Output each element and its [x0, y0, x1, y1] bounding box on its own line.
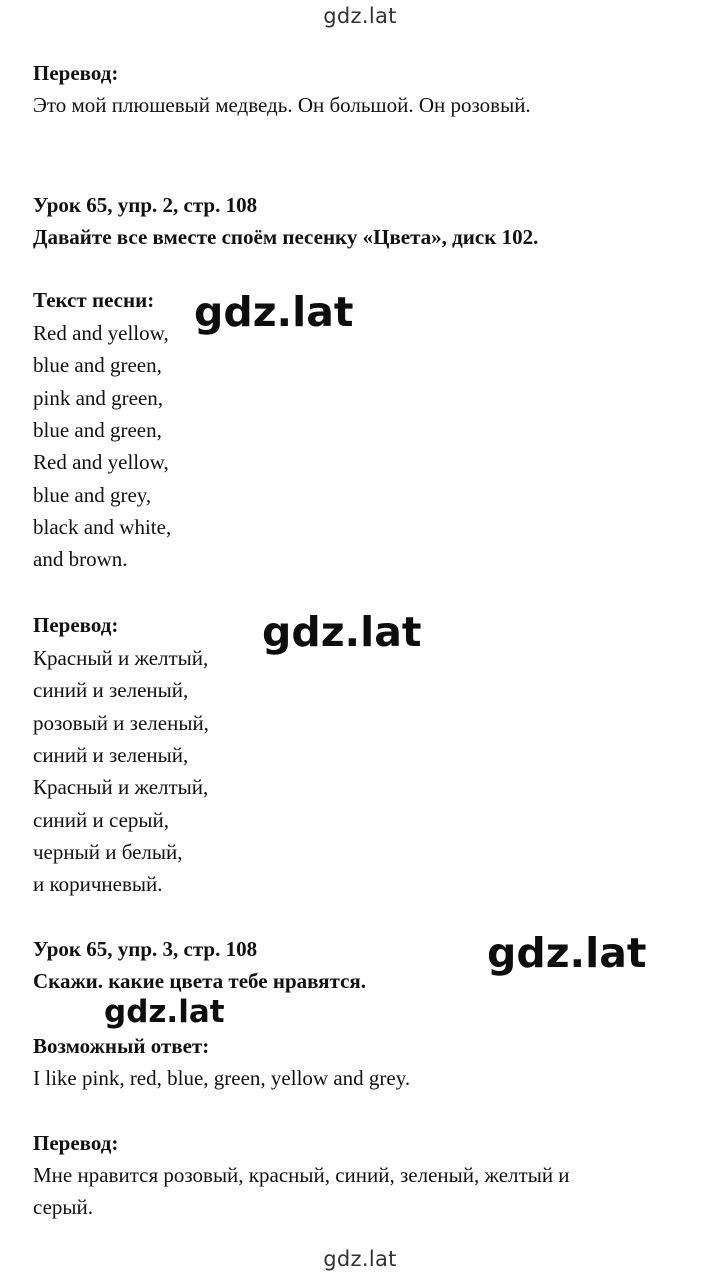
- lyrics-line: pink and green,: [33, 386, 164, 410]
- answer-text: I like pink, red, blue, green, yellow and grey.: [33, 1066, 411, 1090]
- lyrics-line: Red and yellow,: [33, 321, 169, 345]
- block1-text: Это мой плюшевый медведь. Он большой. Он розовый.: [33, 93, 531, 117]
- lyrics-line: blue and green,: [33, 353, 162, 377]
- lyrics-line: blue and green,: [33, 418, 162, 442]
- watermark-large-2: gdz.lat: [262, 608, 422, 656]
- watermark-top: gdz.lat: [323, 4, 397, 28]
- answer-heading: Возможный ответ:: [33, 1034, 210, 1058]
- watermark-large-1: gdz.lat: [194, 288, 354, 336]
- block2-title: Урок 65, упр. 2, стр. 108: [33, 193, 258, 217]
- block3-translation-heading: Перевод:: [33, 1131, 119, 1155]
- translation-line: розовый и зеленый,: [33, 711, 209, 735]
- block3-translation-line: Мне нравится розовый, красный, синий, зеленый, желтый и: [33, 1163, 570, 1187]
- translation-line: Красный и желтый,: [33, 775, 209, 799]
- watermark-bottom: gdz.lat: [323, 1247, 397, 1271]
- translation-line: черный и белый,: [33, 840, 183, 864]
- block3-task: Скажи. какие цвета тебе нравятся.: [33, 969, 367, 993]
- lyrics-line: Red and yellow,: [33, 450, 169, 474]
- translation-line: синий и зеленый,: [33, 743, 189, 767]
- block2-task: Давайте все вместе споём песенку «Цвета», диск 102.: [33, 225, 539, 249]
- watermark-large-4: gdz.lat: [104, 994, 225, 1030]
- lyrics-line: and brown.: [33, 547, 128, 571]
- translation-line: и коричневый.: [33, 872, 163, 896]
- watermark-large-3: gdz.lat: [487, 929, 647, 977]
- lyrics-line: black and white,: [33, 515, 172, 539]
- translation-heading: Перевод:: [33, 613, 119, 637]
- translation-line: Красный и желтый,: [33, 646, 209, 670]
- translation-line: синий и серый,: [33, 808, 170, 832]
- translation-line: синий и зеленый,: [33, 678, 189, 702]
- block1-heading: Перевод:: [33, 61, 119, 85]
- lyrics-heading: Текст песни:: [33, 288, 155, 312]
- block3-title: Урок 65, упр. 3, стр. 108: [33, 937, 258, 961]
- block3-translation-line: серый.: [33, 1195, 93, 1219]
- lyrics-line: blue and grey,: [33, 483, 152, 507]
